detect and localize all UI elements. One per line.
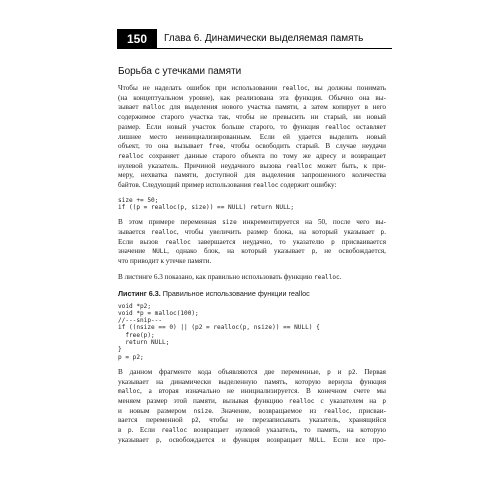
page-header: [117, 29, 392, 49]
text-line: В данном фрагменте кода объявляются две переменные, p и p2. Первая: [118, 367, 386, 376]
paragraph-realloc-explanation: [118, 84, 386, 191]
listing-code: void *p2; void *p = malloc(100); //---snip--- if ((nsize == 0) || (p2 = realloc(p, nsize)) == NULL) { free(p); return NULL; } p = p2;: [118, 302, 320, 361]
text-line: Если вызов realloc завершается неудачно, то указателю p присваивается: [118, 237, 386, 246]
text-line: объект, то она вызывает free, чтобы освободить старый. В случае неудачи: [118, 142, 386, 151]
text-line: и новым размером nsize. Значение, возвращаемое из realloc, присваи-: [118, 406, 386, 415]
listing-label: Листинг 6.3.: [118, 288, 161, 298]
text-line: что приводит к утечке памяти.: [118, 257, 212, 266]
text-line: указывает p, освобождается и функция возвращает NULL. Если все про-: [118, 435, 387, 444]
header-rule: [117, 48, 392, 49]
code-example-bug: size += 50; if ((p = realloc(p, size)) == NULL) return NULL;: [118, 196, 295, 212]
text-line: меняем размер этой памяти, вызывая функцию realloc с указателем на p: [118, 397, 386, 406]
text-line: malloc, а вторая изначально не инициализируется. В конечном счете мы: [118, 387, 386, 396]
text-line: В этом примере переменная size инкрементируется на 50, после чего вы-: [118, 218, 386, 227]
text-line: вается переменной p2, чтобы не перезаписывать указатель, хранящийся: [118, 416, 386, 425]
text-line: размер. Если новый участок больше старого, то функция realloc оставляет: [118, 122, 386, 131]
text-line: указывает на динамически выделенную память, которую вернула функция: [118, 377, 386, 386]
text-line: зывается realloc, чтобы увеличить размер блока, на который указывает p.: [118, 228, 386, 237]
text-line: Чтобы не наделать ошибок при использовании realloc, вы должны понимать: [118, 84, 386, 92]
section-title: Борьба с утечками памяти: [118, 66, 242, 77]
text-line: нулевой указатель. Причиной неудачного вызова realloc может быть, к при-: [118, 161, 386, 170]
text-line: В листинге 6.3 показано, как правильно использовать функцию realloc.: [118, 272, 342, 281]
page-number: 150: [117, 29, 157, 49]
text-line: в p. Если realloc возвращает нулевой указатель, то память, на которую: [118, 426, 386, 435]
chapter-title: Глава 6. Динамически выделяемая память: [164, 33, 364, 44]
paragraph-leak-explanation: [118, 218, 386, 267]
text-line: realloc сохраняет данные старого объекта по тому же адресу и возвращает: [118, 151, 386, 160]
text-line: зывает malloc для выделения нового участка памяти, а затем копирует в него: [118, 103, 386, 112]
text-line: (на концептуальном уровне), как реализована эта функция. Обычно она вы-: [118, 93, 386, 102]
text-line: меру, нехватка памяти, доступной для выделения запрошенного количества: [118, 171, 386, 180]
text-line: лишнее место неинициализированным. Если ей удается выделить новый: [118, 132, 386, 141]
page-content: [118, 66, 386, 452]
text-line: содержимое старого участка так, чтобы не превысить ни старый, ни новый: [118, 113, 386, 122]
text-line: значение NULL, однако блок, на который указывает p, не освобождается,: [118, 247, 386, 256]
text-line: байтов. Следующий пример использования realloc содержит ошибку:: [118, 181, 337, 190]
listing-caption: [118, 289, 386, 298]
paragraph-listing-intro: [118, 273, 386, 283]
paragraph-listing-explanation: [118, 368, 386, 446]
listing-title: Правильное использование функции realloc: [160, 288, 310, 298]
